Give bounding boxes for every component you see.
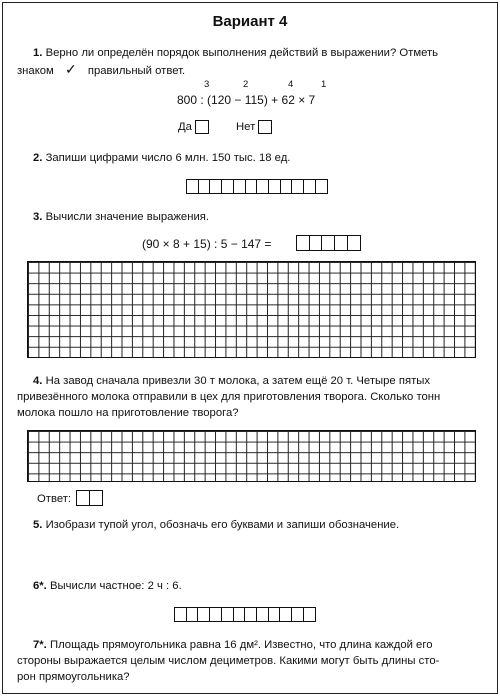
answer-cell[interactable]: [89, 490, 103, 506]
q7-text-line1: [33, 637, 493, 653]
q1-order-mark: 4: [288, 79, 294, 90]
q4-answer-cells[interactable]: [76, 490, 101, 506]
q5-text: [33, 517, 493, 533]
q5-number: 5.: [33, 519, 43, 531]
q2-question: Запиши цифрами число 6 млн. 150 тыс. 18 ед.: [45, 152, 291, 164]
q3-expression: (90 × 8 + 15) : 5 − 147 =: [142, 237, 272, 251]
answer-cell[interactable]: [315, 179, 328, 194]
q3-number: 3.: [33, 211, 43, 223]
answer-cell[interactable]: [347, 235, 361, 251]
q4-work-grid[interactable]: [27, 430, 476, 482]
q4-text-line1: [33, 373, 493, 389]
q1-expression: 800 : (120 − 115) + 62 × 7: [177, 93, 316, 107]
q6-number: 6*.: [33, 580, 47, 592]
q1-question: Верно ли определён порядок выполнения действий в выражении? Отметь: [45, 47, 439, 59]
q3-text: [33, 209, 483, 225]
q4-answer-label: Ответ:: [37, 493, 72, 505]
q5-question: Изобрази тупой угол, обозначь его буквами и запиши обозначение.: [45, 519, 400, 531]
yes-checkbox[interactable]: [195, 120, 209, 134]
q4-question-line1: На завод сначала привезли 30 т молока, а затем ещё 20 т. Четыре пятых: [45, 375, 431, 387]
q1-order-mark: 3: [204, 79, 210, 90]
q3-work-grid[interactable]: [27, 261, 476, 358]
q6-answer-cells[interactable]: [174, 607, 314, 622]
q2-answer-cells[interactable]: [186, 179, 326, 194]
q1-number: 1.: [33, 47, 43, 59]
q1-yes-option: [178, 119, 209, 135]
q1-order-mark: 1: [321, 79, 327, 90]
check-icon: ✓: [64, 61, 77, 77]
q1-order-mark: 2: [243, 79, 249, 90]
no-label: Нет: [236, 121, 256, 133]
q2-number: 2.: [33, 152, 43, 164]
q7-number: 7*.: [33, 639, 47, 651]
q2-text: [33, 150, 483, 166]
q1-answer-instruction: правильный ответ.: [87, 65, 186, 77]
q1-text-line1: [33, 45, 483, 61]
worksheet-page: [2, 2, 498, 694]
q3-answer-cells[interactable]: [296, 235, 360, 251]
yes-label: Да: [178, 121, 192, 133]
answer-cell[interactable]: [303, 607, 316, 622]
q6-question: Вычисли частное: 2 ч : 6.: [49, 580, 182, 592]
q7-question-line1: Площадь прямоугольника равна 16 дм². Известно, что длина каждой его: [49, 639, 433, 651]
no-checkbox[interactable]: [258, 120, 272, 134]
page-title: Вариант 4: [212, 13, 288, 30]
q4-question-line3: молока пошло на приготовление творога?: [17, 407, 239, 419]
q7-question-line3: рон прямоугольника?: [17, 671, 130, 683]
q3-question: Вычисли значение выражения.: [45, 211, 210, 223]
q7-question-line2: стороны выражается целым числом дециметров. Какими могут быть длины сто-: [17, 655, 440, 667]
q6-text: [33, 578, 483, 594]
q4-question-line2: привезённого молока отправили в цех для приготовления творога. Сколько тонн: [17, 391, 441, 403]
q4-number: 4.: [33, 375, 43, 387]
q1-sign-label: знаком: [17, 65, 54, 77]
q1-no-option: [236, 119, 272, 135]
